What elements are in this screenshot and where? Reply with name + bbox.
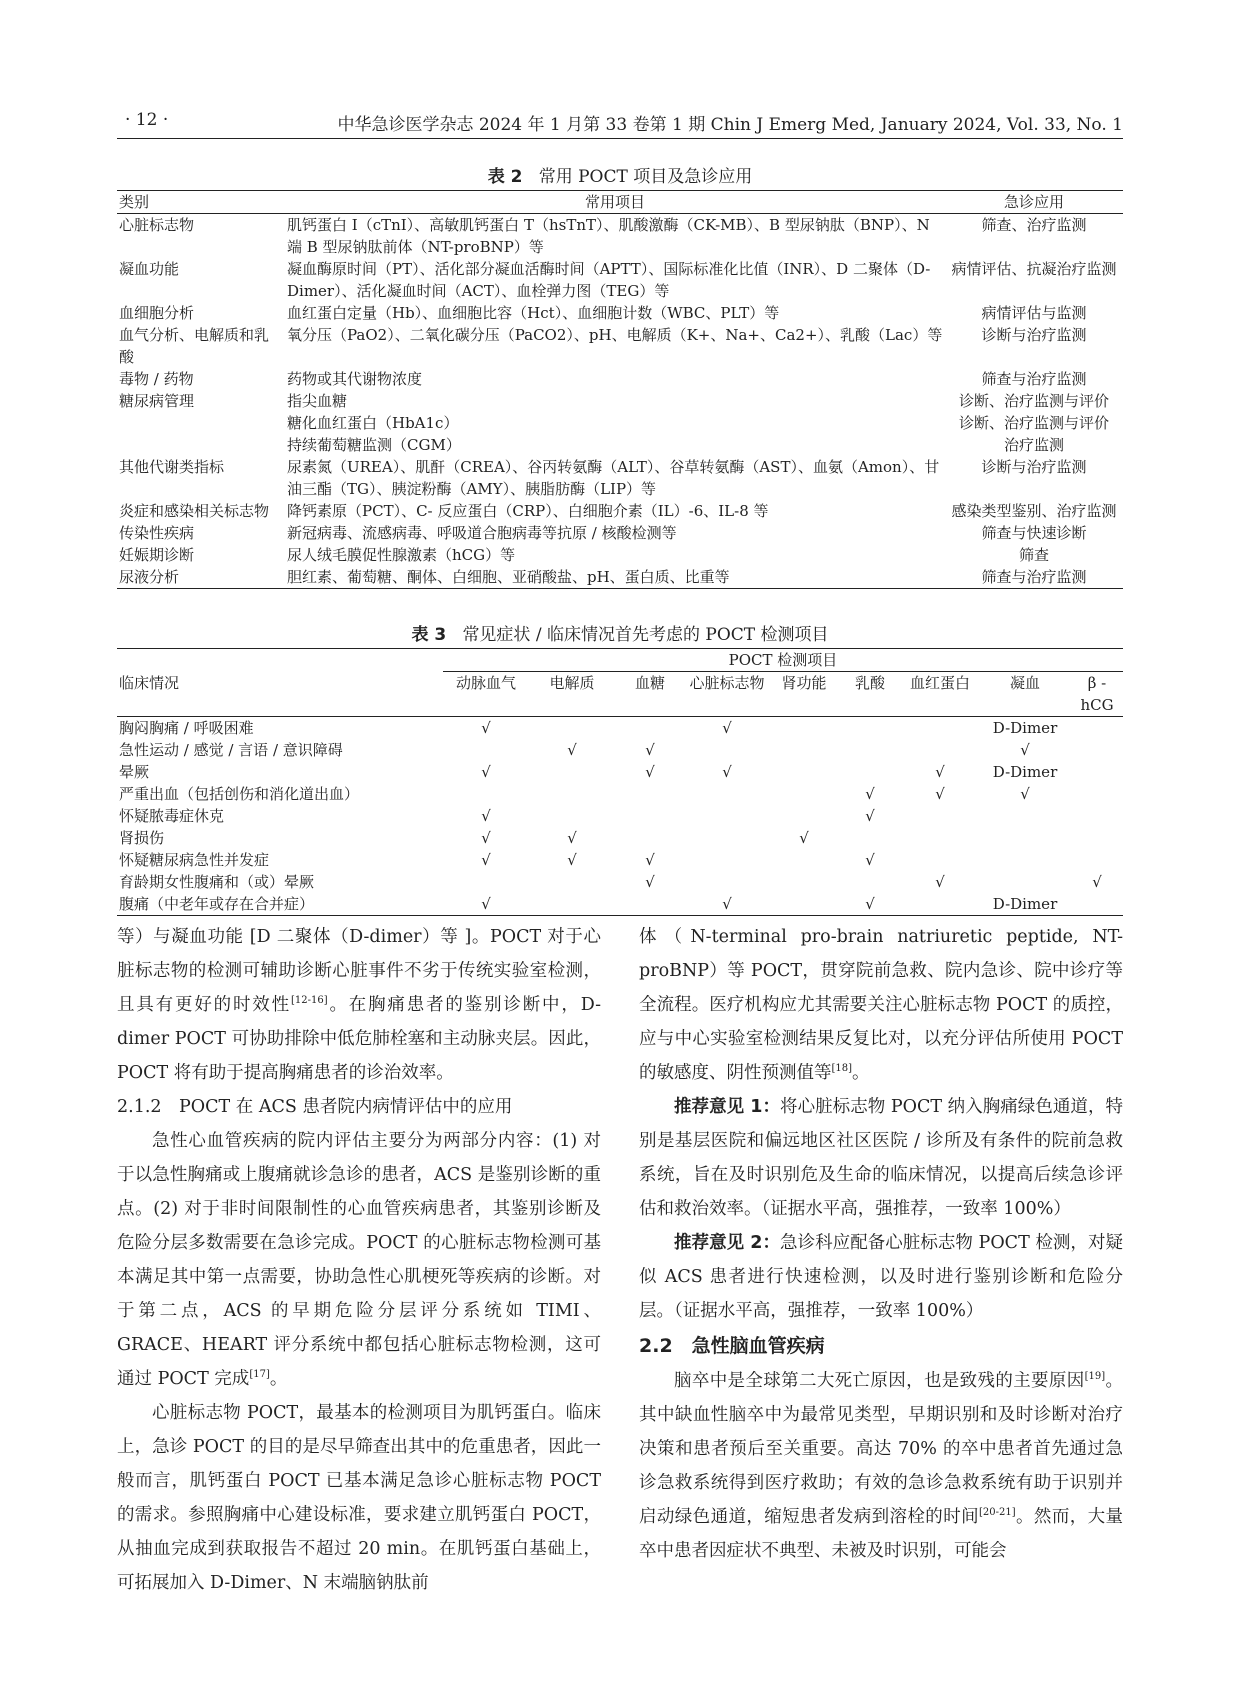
table2-category: 毒物 / 药物	[119, 370, 194, 388]
table3-cell: √	[645, 851, 655, 869]
table2-caption	[117, 162, 1123, 187]
table3-cell	[685, 783, 769, 805]
table3-cell	[443, 739, 529, 761]
citation-ref: [18]	[831, 1063, 853, 1075]
table2-items: 血红蛋白定量（Hb）、血细胞比容（Hct）、血细胞计数（WBC、PLT）等	[287, 304, 780, 322]
table3-column-header: 动脉血气	[443, 672, 529, 717]
table-row	[117, 456, 1123, 500]
table3-cell: √	[799, 829, 809, 847]
text-run: 体（N-terminal pro-brain natriuretic peptide, NT-proBNP）等 POCT，贯穿院前急救、院内急诊、院中诊疗等全流程。医疗机构应尤其需要关注心脏标志物 POCT 的质控，应与中心实验室检测结果反复比对，以充分评估所使用 POCT 的敏感度、阴性预测值等	[639, 927, 1123, 1083]
table2-items: 胆红素、葡萄糖、酮体、白细胞、亚硝酸盐、pH、蛋白质、比重等	[287, 568, 730, 586]
table3-column-header: 血糖	[615, 672, 685, 717]
table2-items: 尿人绒毛膜促性腺激素（hCG）等	[287, 546, 516, 564]
table3-row-label: 怀疑糖尿病急性并发症	[119, 851, 270, 869]
table3-cell	[769, 849, 839, 871]
table3-cell: √	[935, 785, 945, 803]
table3-cell	[615, 893, 685, 916]
table3-cell: √	[865, 785, 875, 803]
table3-cell	[685, 805, 769, 827]
table3-cell	[839, 871, 901, 893]
table3-row-label: 育龄期女性腹痛和（或）晕厥	[119, 873, 315, 891]
table3-cell	[901, 893, 979, 916]
table2-use: 诊断、治疗监测与评价	[958, 414, 1109, 432]
recommendation-text: 急诊科应配备心脏标志物 POCT 检测，对疑似 ACS 患者进行快速检测，以及时进行鉴别诊断和危险分层。（证据水平高，强推荐，一致率 100%）	[639, 1233, 1123, 1321]
text-run: 。在胸痛患者的鉴别诊断中，D-dimer POCT 可协助排除中低危肺栓塞和主动脉夹层。因此，POCT 将有助于提高胸痛患者的诊治效率。	[117, 995, 601, 1083]
table3-cell: √	[935, 763, 945, 781]
table3-caption	[117, 620, 1123, 645]
recommendation-1	[639, 1090, 1123, 1226]
table2-use: 治疗监测	[1003, 436, 1064, 454]
table-row	[117, 827, 1123, 849]
table3-cell	[901, 805, 979, 827]
table3-cell	[769, 739, 839, 761]
table3-cell	[1071, 761, 1123, 783]
table3-cell: √	[865, 851, 875, 869]
table3-label: 表 3	[411, 625, 447, 645]
table3-cell: √	[645, 763, 655, 781]
table3-cell	[769, 805, 839, 827]
table3-cell: √	[1092, 873, 1102, 891]
table3-cell: √	[722, 719, 732, 737]
recommendation-label: 推荐意见 1：	[674, 1097, 781, 1117]
section-heading-2-2: 2.2 急性脑血管疾病	[639, 1335, 825, 1357]
table2-category: 传染性疾病	[119, 524, 195, 542]
table3-cell	[615, 805, 685, 827]
right-column	[639, 920, 1123, 1568]
table3-cell	[901, 849, 979, 871]
table3-cell	[1071, 783, 1123, 805]
table2-items: 指尖血糖	[287, 392, 348, 410]
table-row	[117, 783, 1123, 805]
table2-header-items: 常用项目	[285, 191, 945, 214]
table3-cell	[529, 893, 615, 916]
table3-cell	[1071, 717, 1123, 740]
text-run: 等）与凝血功能 [D 二聚体（D-dimer）等 ]。POCT 对于心脏标志物的检测可辅助诊断心脏事件不劣于传统实验室检测，且具有更好的时效性	[117, 927, 601, 1015]
table3-cell	[839, 761, 901, 783]
table-row	[117, 761, 1123, 783]
table2-category: 凝血功能	[119, 260, 180, 278]
table3-body	[117, 717, 1123, 916]
table3-cell	[979, 827, 1071, 849]
table3-cell	[839, 717, 901, 740]
table3-cell	[443, 783, 529, 805]
table2-items: 糖化血红蛋白（HbA1c）	[287, 414, 459, 432]
table-row	[117, 871, 1123, 893]
table2-category: 糖尿病管理	[119, 392, 195, 410]
table2-use: 诊断、治疗监测与评价	[958, 392, 1109, 410]
table3-cell	[979, 871, 1071, 893]
table3-cell	[901, 827, 979, 849]
table3-cell	[685, 739, 769, 761]
table3-row-label: 腹痛（中老年或存在合并症）	[119, 895, 315, 913]
citation-ref: [17]	[249, 1369, 270, 1381]
table-row	[117, 500, 1123, 522]
table-row	[117, 739, 1123, 761]
table3-cell: √	[1020, 741, 1030, 759]
table3-cell: √	[567, 741, 577, 759]
table2-use: 筛查与快速诊断	[981, 524, 1087, 542]
citation-ref: [20-21]	[979, 1507, 1016, 1519]
table3-row-label: 严重出血（包括创伤和消化道出血）	[119, 785, 360, 803]
table3-cell: D-Dimer	[992, 895, 1058, 913]
table3-cell	[979, 849, 1071, 871]
recommendation-2	[639, 1226, 1123, 1328]
table2-category: 妊娠期诊断	[119, 546, 195, 564]
table-row	[117, 717, 1123, 740]
right-paragraph-1	[639, 920, 1123, 1090]
table3-cell	[1071, 827, 1123, 849]
table3-cell: √	[935, 873, 945, 891]
table2-category: 炎症和感染相关标志物	[119, 502, 270, 520]
table3-cell	[769, 871, 839, 893]
table3-cell	[685, 849, 769, 871]
table3-column-header: 血红蛋白	[901, 672, 979, 717]
table2-use: 感染类型鉴别、治疗监测	[951, 502, 1117, 520]
table3-cell	[769, 783, 839, 805]
table3-row-label: 怀疑脓毒症休克	[119, 807, 225, 825]
table2-use: 诊断与治疗监测	[981, 458, 1087, 476]
table3-row-header: 临床情况	[117, 649, 443, 717]
table2-category	[117, 412, 285, 434]
left-paragraph-1	[117, 920, 601, 1090]
table3-cell: √	[722, 895, 732, 913]
citation-ref: [19]	[1084, 1371, 1106, 1383]
table3-cell	[1071, 849, 1123, 871]
table3	[117, 648, 1123, 916]
table-row	[117, 434, 1123, 456]
text-run: 。然而，大量卒中患者因症状不典型、未被及时识别，可能会	[639, 1507, 1124, 1561]
table-row	[117, 368, 1123, 390]
table2-items: 降钙素原（PCT）、C- 反应蛋白（CRP）、白细胞介素（IL）-6、IL-8 等	[287, 502, 769, 520]
recommendation-label: 推荐意见 2：	[674, 1233, 781, 1253]
table-row	[117, 522, 1123, 544]
table3-cell	[839, 739, 901, 761]
table-row	[117, 258, 1123, 302]
table3-cell	[1071, 739, 1123, 761]
table3-column-header: 凝血	[979, 672, 1071, 717]
table-row	[117, 412, 1123, 434]
recommendation-text: 将心脏标志物 POCT 纳入胸痛绿色通道，特别是基层医院和偏远地区社区医院 / 诊所及有条件的院前急救系统，旨在及时识别危及生命的临床情况，以提高后续急诊评估和救治效率。（证据水平高，强推荐，一致率 100%）	[639, 1097, 1123, 1219]
table3-row-label: 急性运动 / 感觉 / 言语 / 意识障碍	[119, 741, 343, 759]
table2-use: 筛查、治疗监测	[981, 216, 1087, 234]
table3-cell: √	[481, 829, 491, 847]
table-row	[117, 214, 1123, 259]
table2-items: 凝血酶原时间（PT）、活化部分凝血活酶时间（APTT）、国际标准化比值（INR）、D 二聚体（D-Dimer）、活化凝血时间（ACT）、血栓弹力图（TEG）等	[287, 260, 931, 300]
table3-cell: √	[481, 719, 491, 737]
running-header	[117, 108, 1123, 139]
table2-items: 肌钙蛋白 I（cTnI）、高敏肌钙蛋白 T（hsTnT）、肌酸激酶（CK-MB）、B 型尿钠肽（BNP）、N 端 B 型尿钠肽前体（NT-proBNP）等	[287, 216, 930, 256]
table3-cell	[615, 783, 685, 805]
table3-cell	[685, 871, 769, 893]
table3-cell	[529, 805, 615, 827]
table2-use: 筛查与治疗监测	[981, 370, 1087, 388]
right-paragraph-2	[639, 1364, 1123, 1568]
table2-use: 筛查与治疗监测	[981, 568, 1087, 586]
table3-cell: √	[481, 851, 491, 869]
table3-row-label: 胸闷胸痛 / 呼吸困难	[119, 719, 254, 737]
table3-column-header: 肾功能	[769, 672, 839, 717]
table3-cell	[685, 827, 769, 849]
table3-title: 常见症状 / 临床情况首先考虑的 POCT 检测项目	[462, 625, 829, 645]
table3-cell	[529, 761, 615, 783]
text-run: 急性心血管疾病的院内评估主要分为两部分内容：(1) 对于以急性胸痛或上腹痛就诊急诊的患者，ACS 是鉴别诊断的重点。(2) 对于非时间限制性的心血管疾病患者，其鉴别诊断及危险分层多数需要在急诊完成。POCT 的心脏标志物检测可基本满足其中第一点需要，协助急性心肌梗死等疾病的诊断。对于第二点，ACS 的早期危险分层评分系统如 TIMI、GRACE、HEART 评分系统中都包括心脏标志物检测，这可通过 POCT 完成	[117, 1131, 601, 1389]
table3-cell: √	[865, 895, 875, 913]
table2	[117, 190, 1123, 589]
table3-column-header: 乳酸	[839, 672, 901, 717]
table2-title: 常用 POCT 项目及急诊应用	[538, 167, 753, 187]
table2-use: 诊断与治疗监测	[981, 326, 1087, 344]
table-row	[117, 324, 1123, 368]
table3-group-header: POCT 检测项目	[443, 649, 1123, 672]
table3-column-header: 电解质	[529, 672, 615, 717]
table3-cell: √	[567, 829, 577, 847]
table3-cell: √	[567, 851, 577, 869]
table3-cell	[769, 893, 839, 916]
table2-use: 筛查	[1018, 546, 1049, 564]
table3-cell: √	[481, 807, 491, 825]
left-column	[117, 920, 601, 1600]
text-run: 。	[852, 1063, 870, 1083]
citation-ref: [12-16]	[290, 995, 328, 1007]
section-heading-2-1-2: 2.1.2 POCT 在 ACS 患者院内病情评估中的应用	[117, 1097, 513, 1117]
page-number: · 12 ·	[125, 110, 169, 130]
table2-header-use: 急诊应用	[945, 191, 1123, 214]
table3-cell: √	[865, 807, 875, 825]
table3-row-label: 肾损伤	[119, 829, 165, 847]
table-row	[117, 302, 1123, 324]
table2-items: 持续葡萄糖监测（CGM）	[287, 436, 461, 454]
table2-items: 新冠病毒、流感病毒、呼吸道合胞病毒等抗原 / 核酸检测等	[287, 524, 677, 542]
table2-items: 药物或其代谢物浓度	[287, 370, 423, 388]
table3-cell	[769, 761, 839, 783]
table2-items: 尿素氮（UREA）、肌酐（CREA）、谷丙转氨酶（ALT）、谷草转氨酶（AST）、血氨（Amon）、甘油三酯（TG）、胰淀粉酶（AMY）、胰脂肪酶（LIP）等	[287, 458, 940, 498]
table2-category	[117, 434, 285, 456]
table3-column-header: β -hCG	[1071, 672, 1123, 717]
table3-row-label: 晕厥	[119, 763, 150, 781]
table3-cell	[901, 717, 979, 740]
table3-cell: √	[481, 763, 491, 781]
table-row	[117, 390, 1123, 412]
table3-cell	[615, 827, 685, 849]
table3-cell	[1071, 893, 1123, 916]
table3-cell	[529, 717, 615, 740]
table3-cell	[979, 805, 1071, 827]
table2-use: 病情评估、抗凝治疗监测	[951, 260, 1117, 278]
table-row	[117, 893, 1123, 916]
table2-category: 血气分析、电解质和乳酸	[119, 326, 270, 366]
table3-cell: √	[645, 741, 655, 759]
table3-cell: √	[1020, 785, 1030, 803]
table2-label: 表 2	[487, 167, 523, 187]
table2-category: 尿液分析	[119, 568, 180, 586]
table3-cell: D-Dimer	[992, 763, 1058, 781]
table3-cell	[769, 717, 839, 740]
table3-cell: √	[645, 873, 655, 891]
text-run: 。其中缺血性脑卒中为最常见类型，早期识别和及时诊断对治疗决策和患者预后至关重要。高达 70% 的卒中患者首先通过急诊急救系统得到医疗救助；有效的急诊急救系统有助于识别并启动绿色通道，缩短患者发病到溶栓的时间	[639, 1371, 1124, 1527]
table2-header-category: 类别	[117, 191, 285, 214]
text-run: 。	[269, 1369, 288, 1389]
left-paragraph-2	[117, 1124, 601, 1396]
table-row	[117, 544, 1123, 566]
text-run: 脑卒中是全球第二大死亡原因，也是致残的主要原因	[674, 1371, 1085, 1391]
table3-cell	[529, 783, 615, 805]
table3-cell	[529, 871, 615, 893]
table3-cell	[615, 717, 685, 740]
table2-category: 心脏标志物	[119, 216, 195, 234]
table3-cell: D-Dimer	[992, 719, 1058, 737]
table-row	[117, 805, 1123, 827]
table3-cell	[443, 871, 529, 893]
table3-cell	[1071, 805, 1123, 827]
table2-category: 其他代谢类指标	[119, 458, 225, 476]
table-row	[117, 566, 1123, 589]
journal-citation: 中华急诊医学杂志 2024 年 1 月第 33 卷第 1 期 Chin J Emerg Med, January 2024, Vol. 33, No. 1	[337, 115, 1123, 135]
table3-cell: √	[722, 763, 732, 781]
table3-cell	[901, 739, 979, 761]
table3-column-header: 心脏标志物	[685, 672, 769, 717]
table2-use: 病情评估与监测	[981, 304, 1087, 322]
table2-items: 氧分压（PaO2）、二氧化碳分压（PaCO2）、pH、电解质（K+、Na+、Ca2+）、乳酸（Lac）等	[287, 326, 943, 344]
table-row	[117, 849, 1123, 871]
table2-category: 血细胞分析	[119, 304, 195, 322]
table3-cell	[839, 827, 901, 849]
left-paragraph-3: 心脏标志物 POCT，最基本的检测项目为肌钙蛋白。临床上，急诊 POCT 的目的是尽早筛查出其中的危重患者，因此一般而言，肌钙蛋白 POCT 已基本满足急诊心脏标志物 POCT 的需求。参照胸痛中心建设标准，要求建立肌钙蛋白 POCT，从抽血完成到获取报告不超过 20 min。在肌钙蛋白基础上，可拓展加入 D-Dimer、N 末端脑钠肽前	[117, 1403, 601, 1593]
table3-cell: √	[481, 895, 491, 913]
